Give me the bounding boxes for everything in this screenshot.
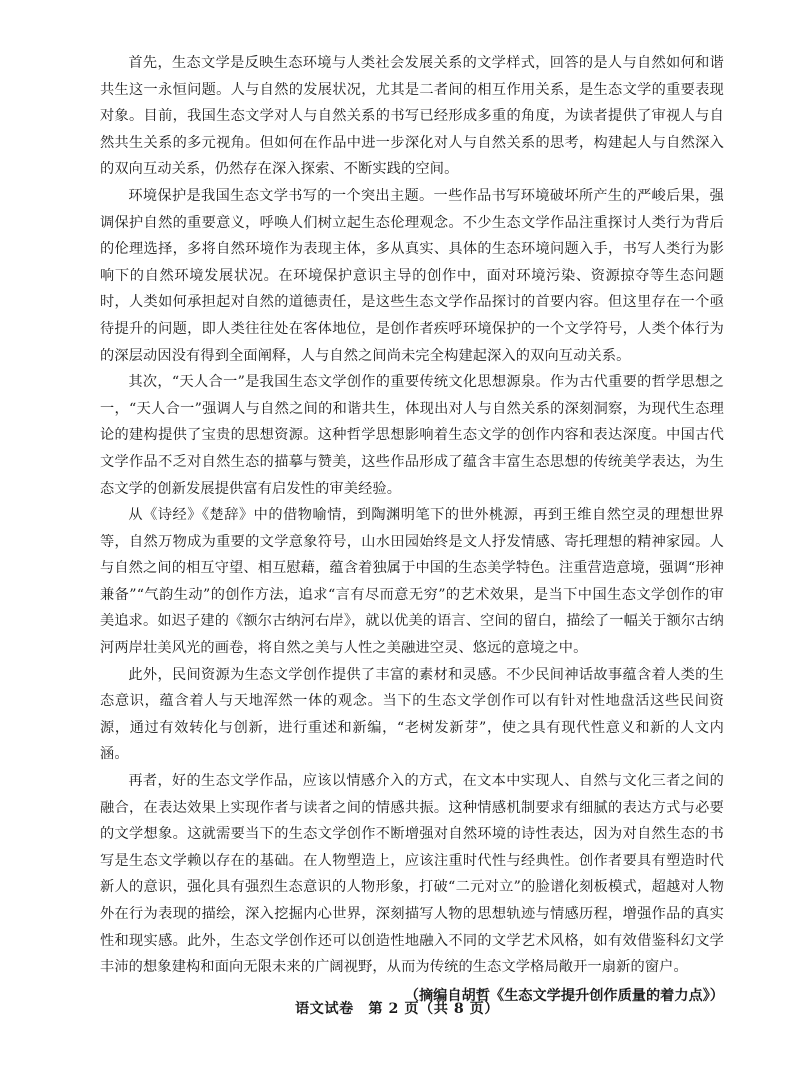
paragraph-5: 此外，民间资源为生态文学创作提供了丰富的素材和灵感。不少民间神话故事蕴含着人类的生态意识，蕴含着人与天地浑然一体的观念。当下的生态文学创作可以有针对性地盘活这些民间资源，通过有效转化与创新，进行重述和新编，“老树发新芽”，使之具有现代性意义和新的人文内涵。 [100,666,724,763]
source-citation: （摘编自胡哲《生态文学提升创作质量的着力点》） [404,987,724,1004]
paragraph-6: 再者，好的生态文学作品，应该以情感介入的方式，在文本中实现人、自然与文化三者之间的融合，在表达效果上实现作者与读者之间的情感共振。这种情感机制要求有细腻的表达方式与必要的文学想象。这就需要当下的生态文学创作不断增强对自然环境的诗性表达，因为对自然生态的书写是生态文学赖以存在的基础。在人物塑造上，应该注重时代性与经典性。创作者要具有塑造时代新人的意识，强化具有强烈生态意识的人物形象，打破“二元对立”的脸谱化刻板模式，超越对人物外在行为表现的描绘，深入挖掘内心世界，深刻描写人物的思想轨迹与情感历程，增强作品的真实性和现实感。此外，生态文学创作还可以创造性地融入不同的文学艺术风格，如有效借鉴科幻文学丰沛的想象建构和面向无限未来的广阔视野，从而为传统的生态文学格局敞开一扇新的窗户。 [100,773,724,976]
paragraph-1: 首先，生态文学是反映生态环境与人类社会发展关系的文学样式，回答的是人与自然如何和谐共生这一永恒问题。人与自然的发展状况，尤其是二者间的相互作用关系，是生态文学的重要表现对象。目前，我国生态文学对人与自然关系的书写已经形成多重的角度，为读者提供了审视人与自然共生关系的多元视角。但如何在作品中进一步深化对人与自然关系的思考，构建起人与自然深入的双向互动关系，仍然存在深入探索、不断实践的空间。 [100,55,724,178]
paragraph-4: 从《诗经》《楚辞》中的借物喻情，到陶渊明笔下的世外桃源，再到王维自然空灵的理想世界等，自然万物成为重要的文学意象符号，山水田园始终是文人抒发情感、寄托理想的精神家园。人与自然之间的相互守望、相互慰藉，蕴含着独属于中国的生态美学特色。注重营造意境，强调“形神兼备”“气韵生动”的创作方法，追求“言有尽而意无穷”的艺术效果，是当下中国生态文学创作的审美追求。如迟子建的《额尔古纳河右岸》，就以优美的语言、空间的留白，描绘了一幅关于额尔古纳河两岸壮美风光的画卷，将自然之美与人性之美融进空灵、悠远的意境之中。 [100,507,724,657]
paragraph-2: 环境保护是我国生态文学书写的一个突出主题。一些作品书写环境破坏所产生的严峻后果，强调保护自然的重要意义，呼唤人们树立起生态伦理观念。不少生态文学作品注重探讨人类行为背后的伦理选择，多将自然环境作为表现主体，多从真实、具体的生态环境问题入手，书写人类行为影响下的自然环境发展状况。在环境保护意识主导的创作中，面对环境污染、资源掠夺等生态问题时，人类如何承担起对自然的道德责任，是这些生态文学作品探讨的首要内容。但这里存在一个亟待提升的问题，即人类往往处在客体地位，是创作者疾呼环境保护的一个文学符号，人类个体行为的深层动因没有得到全面阐释，人与自然之间尚未完全构建起深入的双向互动关系。 [100,187,724,364]
page-footer: 语文试卷 第 2 页（共 8 页） [294,1001,500,1017]
paragraph-3: 其次，“天人合一”是我国生态文学创作的重要传统文化思想源泉。作为古代重要的哲学思想之一，“天人合一”强调人与自然之间的和谐共生，体现出对人与自然关系的深刻洞察，为现代生态理论的建构提供了宝贵的思想资源。这种哲学思想影响着生态文学的创作内容和表达深度。中国古代文学作品不乏对自然生态的描摹与赞美，这些作品形成了蕴含丰富生态思想的传统美学表达，为生态文学的创新发展提供富有启发性的审美经验。 [100,374,724,497]
